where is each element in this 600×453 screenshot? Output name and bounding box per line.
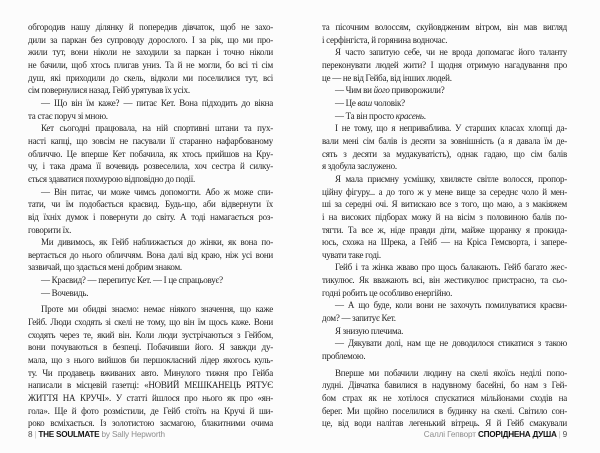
text-line: — Він питає, чи може чимсь допомогти. Або ж може спи- [41, 186, 273, 197]
text-line: лудні. Дівчатка бавилися в надувному басейні, бо нам з Гей- [322, 380, 567, 391]
page-number-left: 8 [28, 430, 33, 439]
paragraph [28, 303, 273, 430]
text-line: жили тут, вони ніколи не заходили за паркан і точно ніколи [28, 47, 273, 58]
page-left-text [28, 21, 273, 430]
text-line: сять з десяти за мудакуватість), однак гадаю, що сім балів [322, 148, 567, 159]
page-right-text [322, 21, 567, 430]
paragraph [28, 122, 273, 185]
paragraph [28, 274, 273, 287]
text-line: ші за середні очі. Я витискаю все з того, що маю, а з макіяжем [322, 199, 567, 210]
text-line: — Та він просто красень. [335, 110, 426, 121]
text-line: написали в місцевій газетці: «НОВИЙ МЕШКАНЕЦЬ РЯТУЄ [28, 380, 273, 391]
text-line: не бачили, щоб хтось плигав униз. Та й не могли, бо всі ті сім [28, 59, 273, 70]
text-line: і серфінгіста, й горянина водночас. [322, 34, 448, 45]
text-line: чу, і така драма її вочевидь розвеселила, хоч сестра й силку- [28, 161, 273, 172]
paragraph [322, 46, 567, 84]
text-line: тикулює. Як вважають всі, він жестикулює пристрасно, та сьо- [322, 275, 567, 286]
text-line: чувати таке годі. [322, 249, 381, 260]
page-left-footer [28, 429, 165, 440]
text-line: Гейб. Люди сходять зі скелі не тому, що він їм щось каже. Вони [28, 317, 273, 328]
text-line: Ми дивимось, як Гейб наближається до жінки, як вона по- [41, 237, 273, 248]
text-line: — Що він їм каже? — питає Кет. Вона підходить до вікна [41, 97, 273, 108]
paragraph [28, 97, 273, 122]
text-line: тягти. Та все ж, ніде правди діти, майже щоранку я прокида- [322, 224, 567, 235]
page-right-footer [424, 429, 567, 440]
text-line: годні робить це особливо енергійно. [322, 287, 453, 298]
text-line: — А що буде, коли вони не захочуть помилуватися краєви- [335, 300, 567, 311]
text-line: роко всміхається. Із золотистою засмагою, блакитними очима [28, 418, 273, 429]
text-line: Кет сьогодні працювала, на ній спортивні штани та пух- [41, 123, 273, 134]
text-line: та пісочним волоссям, скуйовдженим вітром, він мав вигляд [322, 22, 567, 32]
paragraph [322, 122, 567, 173]
paragraph [28, 186, 273, 237]
paragraph [322, 261, 567, 299]
text-line: Я часто запитую себе, чи не врода допомагає його таланту [335, 47, 567, 58]
text-line: обличчю. Це вперше Кет побачила, як хтось прийшов на Кру- [28, 148, 273, 159]
text-line: ційну фігуру... а до того ж у мене вище за середнє чоло й мен- [322, 186, 567, 197]
text-line: це, від води налітав легенький вітрець. Я й Гейб смакували [322, 418, 567, 429]
paragraph [322, 337, 567, 362]
text-line: обгородив нашу ділянку й попередив дівчаток, щоб не захо- [28, 22, 273, 32]
book-title-ukrainian: СПОРІДНЕНА ДУША [477, 430, 557, 439]
text-line: вали мені сім балів із десяти за зовнішність (а я давала їм де- [322, 135, 567, 146]
text-line: гола». Ще й фото розмістили, де Гейб стоїть на Кручі й ши- [28, 405, 273, 416]
text-line: Я мала приємну усмішку, хвилясте світле волосся, пропор- [335, 173, 567, 184]
text-line: Гейб і та жінка жваво про щось балакають. Гейб багато жес- [335, 262, 567, 273]
text-line: Я знизую плечима. [335, 325, 404, 336]
paragraph [28, 287, 273, 300]
text-line: сім повернулися назад. Гейб урятував їх усіх. [28, 85, 190, 96]
paragraph [28, 21, 273, 97]
paragraph [322, 84, 567, 97]
paragraph [322, 325, 567, 338]
text-line: мала, що з нього вийшов би першокласний лідер якогось куль- [28, 355, 273, 366]
paragraph [28, 236, 273, 274]
text-line: проблемою. [322, 351, 366, 362]
text-line: — Дякувати долі, нам ще не доводилося стикатися з такою [335, 338, 567, 349]
text-line: насті капці, що зовсім не пасували її старанно нафарбованому [28, 135, 273, 146]
paragraph [322, 173, 567, 262]
text-line: берег. Ми щойно поселилися в будинку на скелі. Світило сон- [322, 405, 567, 416]
text-line: ЖИТТЯ НА КРУЧІ». У статті йшлося про нього як про «ян- [28, 393, 273, 404]
book-byline-english: by Sally Hepworth [101, 430, 165, 439]
text-line: дили за паркан без супроводу дорослого. І за рік, що ми про- [28, 34, 273, 45]
text-line: тати, чи їм подобається краєвид. Будь-що, аби відвернути їх [28, 199, 273, 210]
text-line: Проте ми обидві знаємо: немає ніякого значення, що каже [41, 304, 273, 315]
book-title-english: THE SOULMATE [38, 430, 100, 439]
paragraph [322, 367, 567, 430]
text-line: дом? — запитує Кет. [322, 313, 396, 324]
text-line: юсь, схожа на Шрека, а Гейб — на Кріса Гемсворта, і запере- [322, 237, 567, 248]
text-line: вони почуваються в безпеці. Побачивши його. Я завжди ду- [28, 342, 273, 353]
page-number-right: 9 [562, 430, 567, 439]
text-line: говорити їх. [28, 224, 72, 235]
text-line: переконувати людей жити? І щодня отримую нагадування про [322, 59, 567, 70]
book-author-ukrainian: Саллі Гепворт [423, 430, 476, 439]
text-line: душ, які приходили до скель, відколи ми поселилися тут, всі [28, 72, 273, 83]
footer-separator-left: | [34, 430, 37, 439]
text-line: — Це ваш чоловік? [335, 97, 405, 108]
text-line: бом страх як не хотілося спускатися мільйонами сходів на [322, 393, 567, 404]
paragraph [322, 110, 567, 123]
text-line: Вперше ми побачили людину на скелі якоїсь неділі попо- [335, 367, 567, 378]
text-line: — Чим ви його приворожили? [335, 85, 445, 96]
paragraph [322, 21, 567, 46]
paragraph [322, 97, 567, 110]
text-line: зазвичай, що здається мені добрим знаком. [28, 262, 182, 273]
text-line: я здобула заслужено. [322, 161, 397, 172]
text-line: та стає поруч зі мною. [28, 110, 108, 121]
text-line: ту. Чи продавець вживаних авто. Минулого тижня про Гейба [28, 367, 273, 378]
paragraph [322, 299, 567, 324]
text-line: — Вочевидь. [41, 287, 89, 298]
text-line: від їхніх думок і повернути до світу. А тоді намагається роз- [28, 211, 273, 222]
text-line: І не тому, що я неприваблива. У старших класах хлопці да- [335, 123, 567, 134]
footer-separator-right: | [558, 430, 561, 439]
text-line: це — не від Гейба, від інших людей. [322, 72, 452, 83]
text-line: сходять через те, який він. Коли люди зустрічаються з Гейбом, [28, 329, 273, 340]
text-line: і на високих підборах можу й на вісім з половиною балів по- [322, 211, 567, 222]
text-line: ється здаватися похмурою відповідно до події. [28, 173, 196, 184]
text-line: — Краєвид? — перепитує Кет. — І це спрацьовує? [41, 275, 223, 286]
text-line: вертається до нього обличчям. Вона далі від краю, ніж усі вони [28, 249, 273, 260]
